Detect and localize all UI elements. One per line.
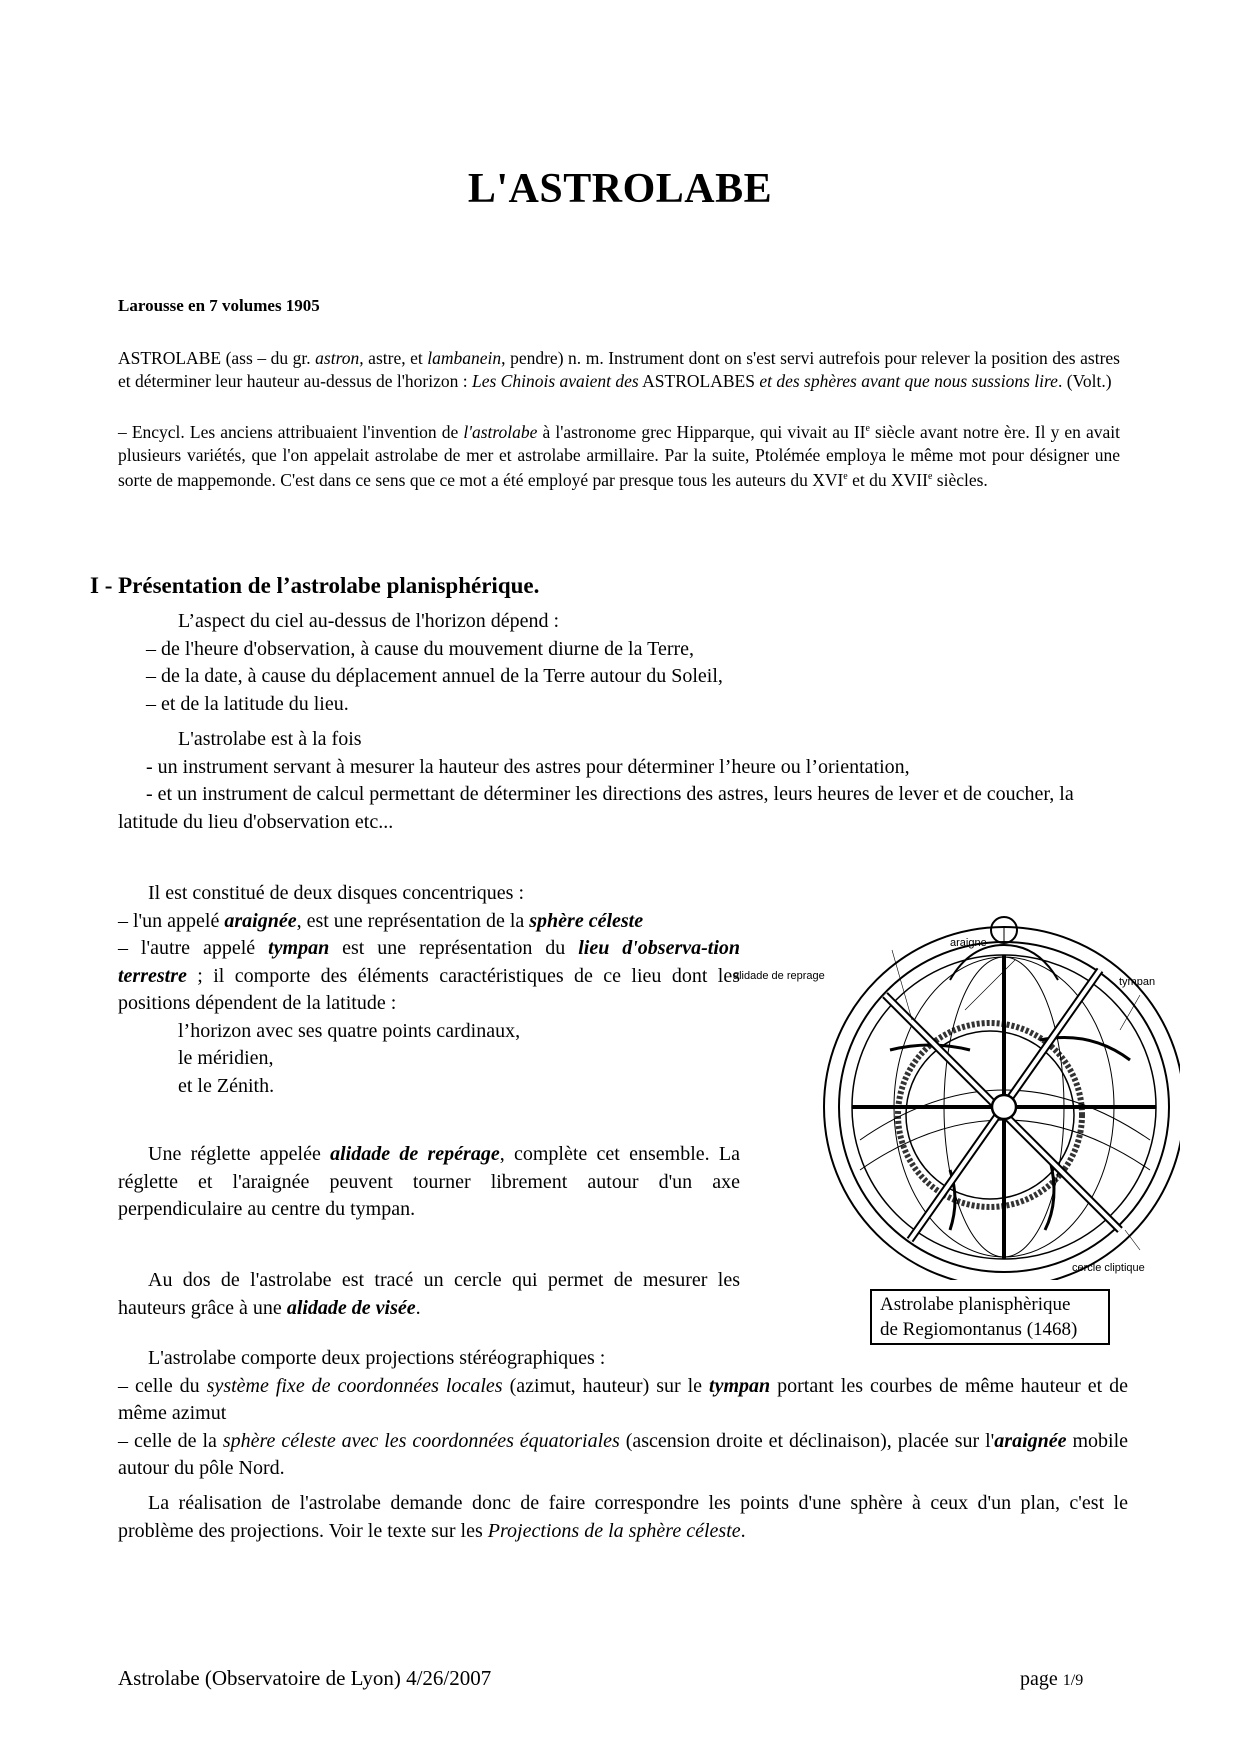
aspect-intro: L’aspect du ciel au-dessus de l'horizon dépend : [178, 610, 560, 632]
definition-paragraph [118, 347, 1120, 392]
text: (azimut, hauteur) sur le [502, 1374, 710, 1397]
section-heading: I - Présentation de l’astrolabe planisphérique. [90, 573, 540, 598]
text: , pendre) n. m. Instrument dont on s'est servi autrefois pour relever la position des astres et déterminer leur hauteur au-dessus de l'horizon : [118, 348, 1120, 391]
figure-caption [870, 1289, 1110, 1345]
latitude-item: le méridien, [178, 1047, 274, 1069]
text: Une réglette appelée [148, 1143, 331, 1165]
footer-left: Astrolabe (Observatoire de Lyon) 4/26/2007 [118, 1666, 492, 1690]
superscript: e [843, 471, 848, 482]
center-pin [992, 1095, 1016, 1119]
text: mobile autour du pôle Nord. [118, 1429, 1129, 1479]
text-italic: sphère céleste avec les coordonnées équatoriales [222, 1429, 620, 1452]
text: – celle du [118, 1374, 207, 1397]
label-tympan: tympan [1119, 976, 1156, 988]
aspect-block [118, 608, 1128, 836]
page-word: page [1020, 1668, 1063, 1690]
text: ASTROLABE (ass – du gr. [118, 348, 316, 368]
aspect-item: – et de la latitude du lieu. [146, 692, 349, 715]
text: est une représentation du [329, 937, 579, 959]
text: astre, et [363, 348, 428, 368]
text-italic: Les Chinois avaient des [472, 370, 639, 391]
text-italic: système fixe de coordonnées locales [206, 1374, 503, 1397]
latitude-item: l’horizon avec ses quatre points cardinaux, [178, 1019, 521, 1042]
text-italic: et des sphères avant que nous sussions lire [759, 370, 1058, 391]
caption-line: de Regiomontanus (1468) [880, 1319, 1078, 1340]
projections-block [118, 1345, 1128, 1483]
text: – Encycl. Les anciens attribuaient l'invention de [118, 422, 464, 442]
projection-item [118, 1428, 1128, 1483]
text: La réalisation de l'astrolabe demande donc de faire correspondre les points d'une sphère à ceux d'un plan, c'est le problème des projections. Voir le texte sur les [118, 1492, 1128, 1542]
encyclopedia-paragraph [118, 418, 1120, 492]
text: , est une représentation de la [296, 909, 530, 932]
astrolabe-figure [733, 900, 1180, 1280]
text: . (Volt.) [1057, 370, 1112, 391]
page-title: L'ASTROLABE [467, 166, 773, 212]
projections-link[interactable]: Projections de la sphère céleste [487, 1519, 741, 1542]
disques-item-araignee [118, 908, 740, 936]
label-cercle: cercle cliptique [1072, 1262, 1145, 1274]
term-araignee: araignée [224, 909, 297, 932]
term-araignee: araignée [994, 1429, 1067, 1452]
disques-intro: Il est constitué de deux disques concentriques : [148, 882, 525, 904]
text-italic: l'astrolabe [463, 422, 538, 442]
text: portant les courbes de même hauteur et de même azimut [118, 1374, 1129, 1424]
text: , complète cet ensemble. La réglette et l'araignée peuvent tourner librement autour d'un axe perpendiculaire au centre du tympan. [118, 1143, 740, 1220]
text: Au dos de l'astrolabe est tracé un cercle qui permet de mesurer les hauteurs grâce à une [118, 1269, 740, 1319]
text-italic: lambanein [427, 348, 502, 368]
term-alidade-visee: alidade de visée [286, 1296, 416, 1319]
source-heading: Larousse en 7 volumes 1905 [118, 296, 320, 315]
text: – celle de la [118, 1429, 223, 1452]
text: ; il comporte des éléments caractéristiques de ce lieu dont les positions dépendent de la latitude : [118, 964, 740, 1014]
term-lieu-observation: lieu d'observa-tion terrestre [118, 937, 741, 987]
caption-line: Astrolabe planisphèrique [880, 1294, 1071, 1315]
reglette-paragraph [118, 1141, 740, 1224]
astrolabe-drawing [800, 900, 1180, 1280]
fois-item: - un instrument servant à mesurer la hauteur des astres pour déterminer l’heure ou l’orientation, [146, 755, 910, 778]
label-araigne: araigne [950, 937, 987, 949]
text: . [415, 1296, 421, 1319]
aspect-item: – de l'heure d'observation, à cause du mouvement diurne de la Terre, [146, 637, 695, 660]
text: ASTROLABES [638, 370, 760, 391]
projections-intro: L'astrolabe comporte deux projections stéréographiques : [148, 1347, 606, 1369]
superscript: e [865, 423, 870, 434]
disques-item-tympan [118, 935, 740, 1018]
text: siècles. [932, 470, 988, 490]
fois-intro: L'astrolabe est à la fois [178, 728, 362, 750]
term-alidade-reperage: alidade de repérage [330, 1143, 500, 1165]
text: à l'astronome grec Hipparque, qui vivait au II [537, 422, 866, 442]
superscript: e [927, 471, 933, 482]
projection-item [118, 1373, 1128, 1428]
text: . [740, 1519, 746, 1542]
disques-block [118, 880, 740, 1100]
aspect-item: – de la date, à cause du déplacement annuel de la Terre autour du Soleil, [146, 665, 723, 687]
latitude-item: et le Zénith. [178, 1074, 275, 1097]
fois-item: - et un instrument de calcul permettant de déterminer les directions des astres, leurs heures de lever et de coucher, la latitude du lieu d'observation etc... [118, 783, 1074, 833]
text: – l'un appelé [118, 909, 225, 932]
page-number [1020, 1668, 1083, 1691]
dos-paragraph [118, 1267, 740, 1322]
term-tympan: tympan [268, 937, 330, 959]
text: – l'autre appelé [118, 937, 269, 959]
text: et du XVII [847, 470, 928, 490]
realisation-paragraph [118, 1490, 1128, 1545]
text-italic: astron, [315, 348, 364, 368]
term-sphere-celeste: sphère céleste [529, 909, 644, 932]
term-tympan: tympan [709, 1374, 771, 1397]
text: siècle avant notre ère. Il y en avait plusieurs variétés, que l'on appelait astrolabe de mer et astrolabe armillaire. Par la suite, Ptolémée employa le même mot pour désigner une sorte de mappemonde. C'est dans ce sens que ce mot a été employé par presque tous les auteurs du XVI [118, 422, 1121, 490]
text: (ascension droite et déclinaison), placée sur l' [619, 1429, 995, 1452]
page-num: 1/9 [1062, 1672, 1084, 1689]
label-alidade: alidade de reprage [733, 970, 825, 982]
